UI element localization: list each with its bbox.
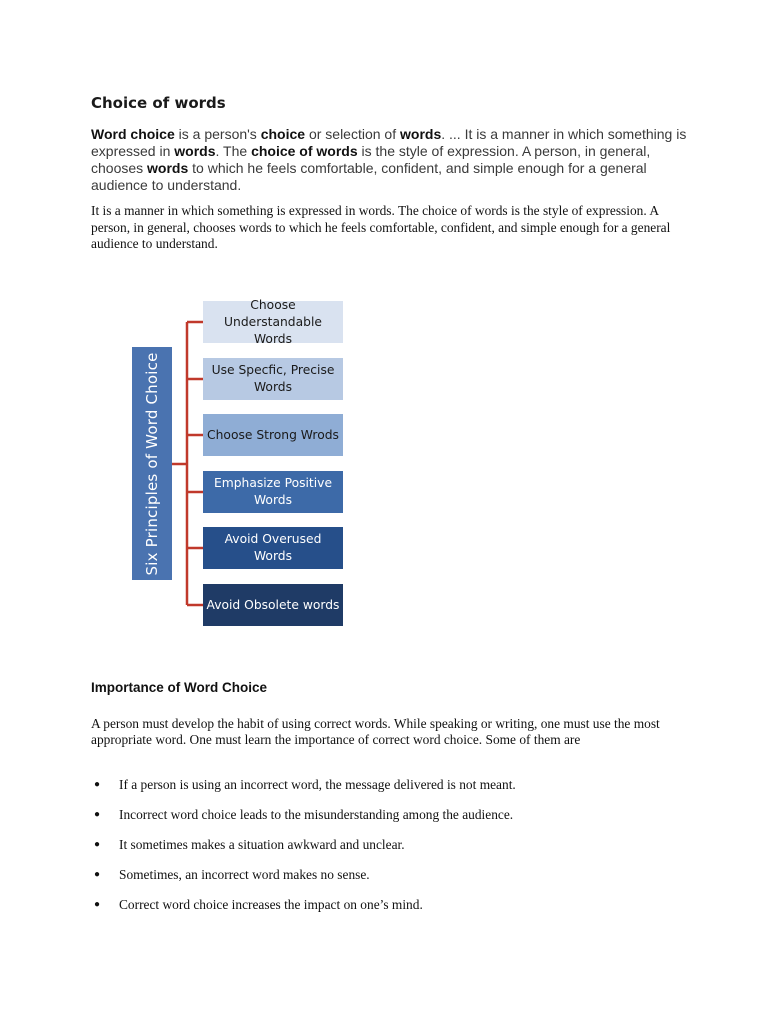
intro-bold-words: words [174,143,216,159]
principle-box-3: Choose Strong Wrods [203,414,343,456]
intro-text: . ... It is a manner in which something is expressed in [91,126,687,159]
principle-box-1: Choose Understandable Words [203,301,343,343]
intro-paragraph [91,126,691,194]
principle-box-5: Avoid Overused Words [203,527,343,569]
intro-text: is the style of expression. A person, in general, chooses [91,143,651,176]
list-item [91,806,516,836]
list-item-text: Sometimes, an incorrect word makes no sense. [119,867,370,882]
diagram-title-bar [132,347,172,580]
intro-bold-choice-of-words: choice of words [251,143,358,159]
diagram-title: Six Principles of Word Choice [143,351,161,576]
list-item [91,896,516,926]
bullet-icon: ● [94,809,101,820]
list-item [91,836,516,866]
bullet-list [91,776,516,926]
intro-text: is a person's [174,126,261,142]
bullet-icon: ● [94,779,101,790]
intro-text: to which he feels comfortable, confident, and simple enough for a general audience to understand. [91,160,647,193]
body-paragraph: It is a manner in which something is expressed in words. The choice of words is the style of expression. A person, in general, chooses words to which he feels comfortable, confident, and simple enough for a general audience to understand. [91,203,671,251]
bullet-icon: ● [94,839,101,850]
intro-bold-words: words [400,126,442,142]
section-heading: Importance of Word Choice [91,680,268,695]
list-item-text: If a person is using an incorrect word, the message delivered is not meant. [119,777,516,792]
intro-text: or selection of [305,126,400,142]
intro-text: . The [215,143,252,159]
importance-paragraph: A person must develop the habit of using correct words. While speaking or writing, one must use the most appropriate word. One must learn the importance of correct word choice. Some of them are [91,716,660,747]
list-item [91,776,516,806]
principle-box-4: Emphasize Positive Words [203,471,343,513]
principle-box-6: Avoid Obsolete words [203,584,343,626]
bullet-icon: ● [94,869,101,880]
page-title: Choice of words [91,94,226,112]
list-item-text: It sometimes makes a situation awkward and unclear. [119,837,405,852]
intro-bold-word-choice: Word choice [91,126,175,142]
principle-box-2: Use Specfic, Precise Words [203,358,343,400]
intro-bold-words: words [147,160,189,176]
intro-bold-choice: choice [260,126,306,142]
list-item-text: Incorrect word choice leads to the misunderstanding among the audience. [119,807,514,822]
list-item-text: Correct word choice increases the impact on one’s mind. [119,897,423,912]
list-item [91,866,516,896]
bullet-icon: ● [94,899,101,910]
